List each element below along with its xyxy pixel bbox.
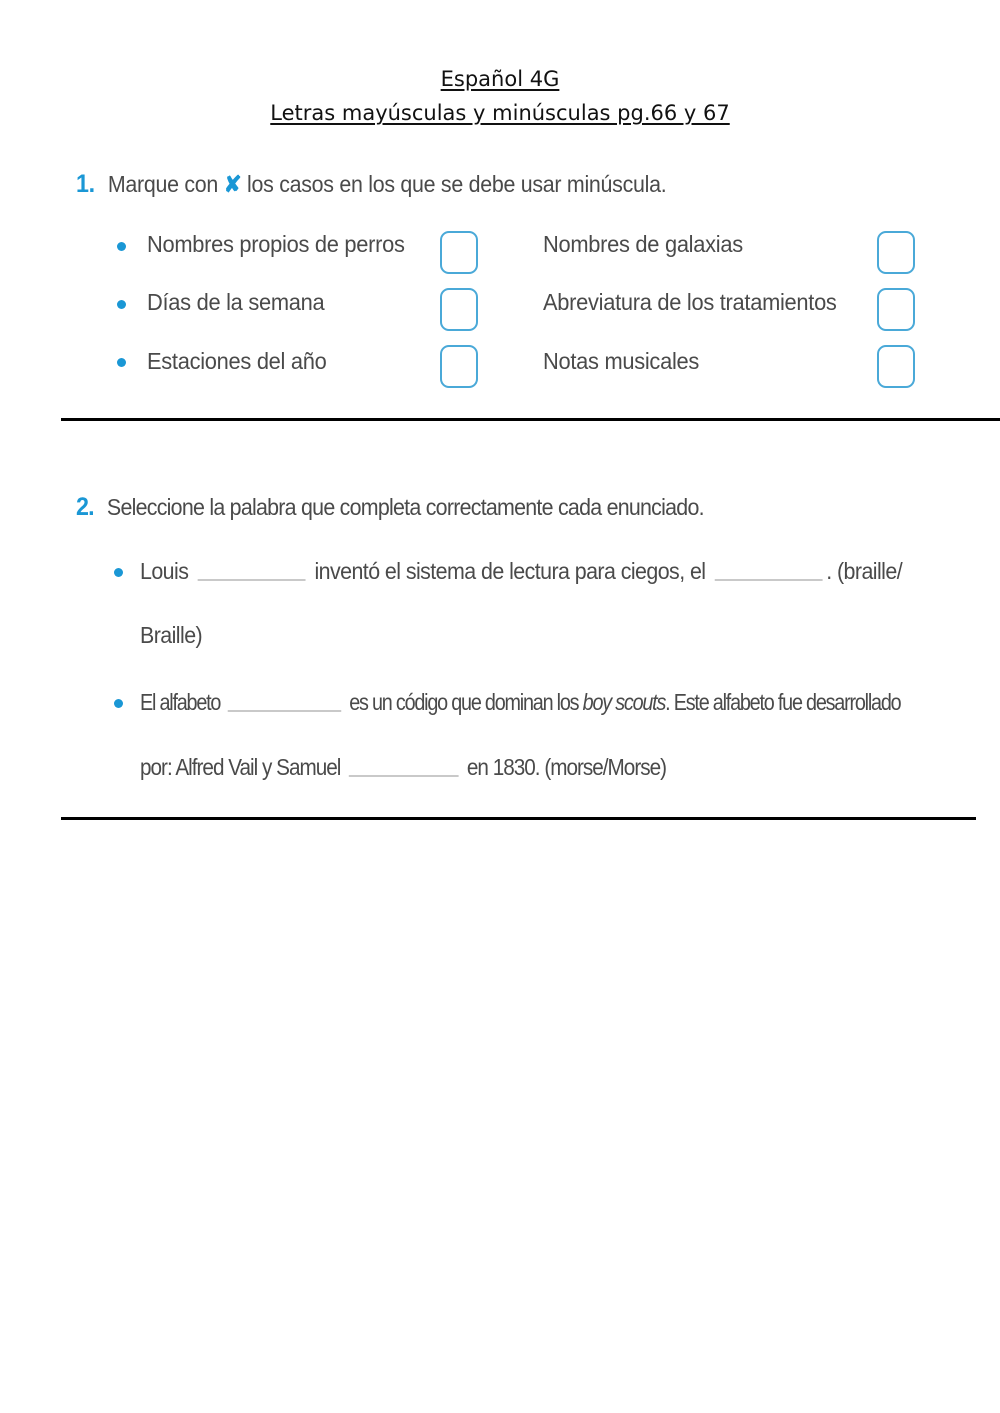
blank-input-alfabeto[interactable] [228,710,342,712]
checkbox-nombres-galaxias[interactable] [877,231,915,274]
checkbox-nombres-perros[interactable] [440,231,478,274]
instruction-text: Seleccione la palabra que completa correctamente cada enunciado. [106,494,704,520]
bullet-icon [117,358,126,367]
option-label-right-1: Nombres de galaxias [543,231,743,257]
sentence-1-line-1 [140,558,902,585]
exercise-2-number: 2. [76,493,94,521]
exercise-1-number: 1. [76,170,95,198]
bullet-icon [114,699,123,708]
sentence-1-line-2: Braille) [140,622,203,648]
instruction-text-before: Marque con [107,171,219,197]
topic-title: Letras mayúsculas y minúsculas pg.66 y 67 [270,101,730,125]
sentence-2-line-1 [140,689,900,716]
sentence-text: en 1830. (morse/Morse) [466,754,667,780]
worksheet-header [0,62,1000,130]
bullet-icon [117,300,126,309]
sentence-text: inventó el sistema de lectura para ciegos, el [314,558,706,584]
sentence-text: Louis [140,558,189,584]
blank-input-louis[interactable] [197,579,305,581]
bullet-icon [117,242,126,251]
sentence-2-line-2 [140,754,666,781]
exercise-1-instruction [76,170,666,199]
sentence-text: . Este alfabeto fue desarrollado [665,689,901,715]
course-title: Español 4G [440,67,560,91]
instruction-text-after: los casos en los que se debe usar minúscula. [247,171,667,197]
option-label-right-2: Abreviatura de los tratamientos [543,289,837,315]
blank-input-samuel[interactable] [349,775,459,777]
sentence-text: es un código que dominan los [349,689,579,715]
option-label-left-2: Días de la semana [147,289,325,315]
section-divider-2 [61,817,976,820]
option-label-left-3: Estaciones del año [147,348,327,374]
section-divider-1 [61,418,1000,421]
sentence-text: . (braille/ [826,558,903,584]
checkbox-notas-musicales[interactable] [877,345,915,388]
sentence-text: El alfabeto [140,689,221,715]
checkbox-dias-semana[interactable] [440,288,478,331]
sentence-italic-text: boy scouts [582,689,666,715]
sentence-text: por: Alfred Vail y Samuel [140,754,341,780]
option-label-right-3: Notas musicales [543,348,700,374]
x-mark-icon: ✘ [223,171,242,197]
exercise-2-instruction [76,493,704,522]
bullet-icon [114,568,123,577]
option-label-left-1: Nombres propios de perros [147,231,405,257]
checkbox-abreviatura-tratamientos[interactable] [877,288,915,331]
checkbox-estaciones-ano[interactable] [440,345,478,388]
blank-input-sistema[interactable] [715,579,823,581]
